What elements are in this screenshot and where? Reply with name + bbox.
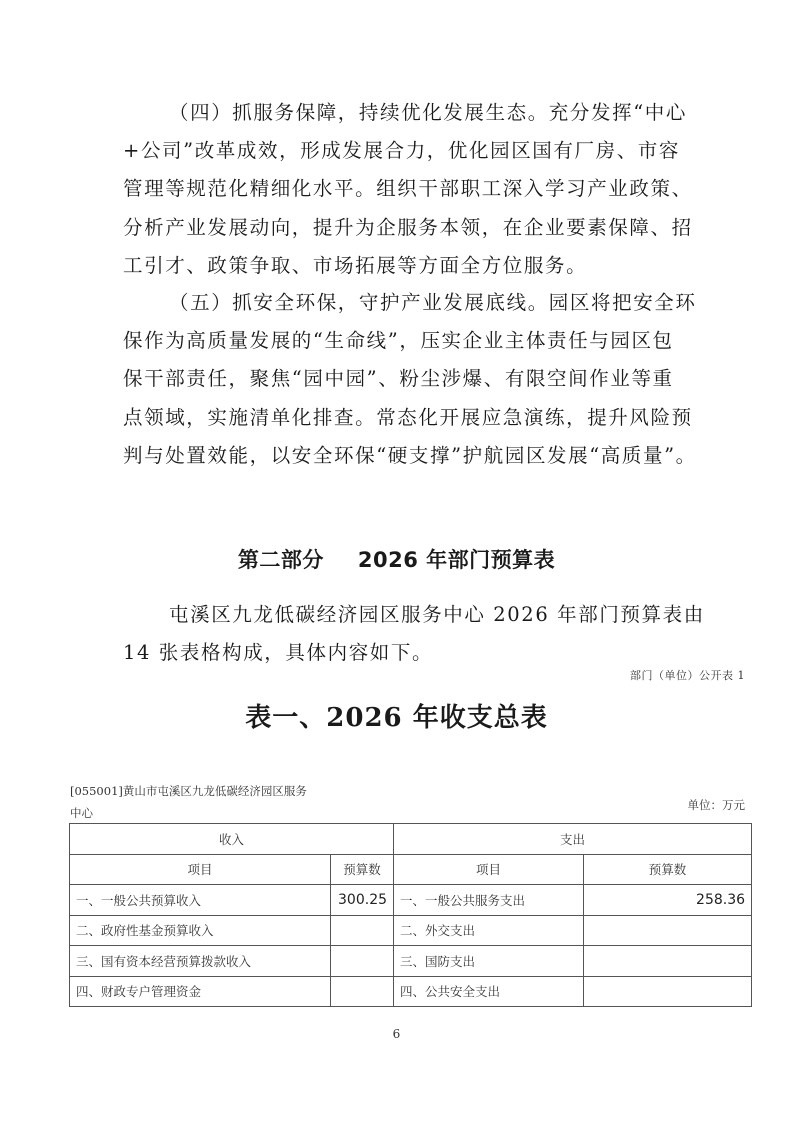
expense-amount bbox=[584, 946, 752, 977]
paragraph-line: 判与处置效能，以安全环保“硬支撑”护航园区发展“高质量”。 bbox=[123, 443, 697, 467]
table-row bbox=[70, 915, 752, 946]
paragraph-line: 分析产业发展动向，提升为企服务本领，在企业要素保障、招 bbox=[123, 215, 693, 239]
income-header: 收入 bbox=[70, 824, 394, 855]
paragraph-safety-environment bbox=[123, 284, 723, 475]
income-item: 二、政府性基金预算收入 bbox=[70, 915, 331, 946]
page-number: 6 bbox=[392, 1027, 401, 1041]
expense-item-header: 项目 bbox=[394, 854, 584, 885]
paragraph-line: 保作为高质量发展的“生命线”，压实企业主体责任与园区包 bbox=[123, 329, 674, 353]
income-amount-header: 预算数 bbox=[331, 854, 394, 885]
section-title-text: 2026 年部门预算表 bbox=[357, 548, 556, 572]
table-header-row bbox=[70, 824, 752, 855]
income-amount: 300.25 bbox=[331, 885, 394, 916]
expense-item: 一、一般公共服务支出 bbox=[394, 885, 584, 916]
income-amount bbox=[331, 915, 394, 946]
unit-label: 单位：万元 bbox=[687, 798, 745, 812]
section-part: 第二部分 bbox=[237, 548, 324, 572]
expense-amount bbox=[584, 976, 752, 1007]
organization-line: [055001]黄山市屯溪区九龙低碳经济园区服务 bbox=[70, 784, 307, 798]
paragraph-line: 屯溪区九龙低碳经济园区服务中心 2026 年部门预算表由 bbox=[169, 603, 705, 626]
table-row bbox=[70, 946, 752, 977]
table-row bbox=[70, 976, 752, 1007]
income-item: 一、一般公共预算收入 bbox=[70, 885, 331, 916]
expense-item: 四、公共安全支出 bbox=[394, 976, 584, 1007]
table-title: 表一、2026 年收支总表 bbox=[245, 703, 548, 733]
expense-header: 支出 bbox=[394, 824, 752, 855]
organization-label bbox=[70, 780, 307, 824]
paragraph-line: 点领域，实施清单化排查。常态化开展应急演练，提升风险预 bbox=[123, 405, 693, 429]
intro-paragraph bbox=[123, 596, 723, 672]
paragraph-line: 工引才、政策争取、市场拓展等方面全方位服务。 bbox=[123, 253, 588, 277]
table-row bbox=[70, 885, 752, 916]
income-item: 三、国有资本经营预算拨款收入 bbox=[70, 946, 331, 977]
expense-amount: 258.36 bbox=[584, 885, 752, 916]
section-heading bbox=[0, 544, 793, 574]
expense-item: 二、外交支出 bbox=[394, 915, 584, 946]
expense-amount-header: 预算数 bbox=[584, 854, 752, 885]
expense-item: 三、国防支出 bbox=[394, 946, 584, 977]
income-item-header: 项目 bbox=[70, 854, 331, 885]
paragraph-service-guarantee bbox=[123, 94, 723, 285]
organization-line: 中心 bbox=[70, 806, 93, 820]
paragraph-line: 保干部责任，聚焦“园中园”、粉尘涉爆、有限空间作业等重 bbox=[123, 367, 674, 391]
expense-amount bbox=[584, 915, 752, 946]
paragraph-line: （五）抓安全环保，守护产业发展底线。园区将把安全环 bbox=[169, 291, 697, 314]
paragraph-line: 管理等规范化精细化水平。组织干部职工深入学习产业政策、 bbox=[123, 177, 693, 201]
table-tag: 部门（单位）公开表 1 bbox=[630, 669, 745, 682]
paragraph-line: +公司”改革成效，形成发展合力，优化园区国有厂房、市容 bbox=[123, 139, 681, 163]
income-amount bbox=[331, 946, 394, 977]
paragraph-line: （四）抓服务保障，持续优化发展生态。充分发挥“中心 bbox=[169, 101, 687, 124]
income-item: 四、财政专户管理资金 bbox=[70, 976, 331, 1007]
table-subheader-row bbox=[70, 854, 752, 885]
income-amount bbox=[331, 976, 394, 1007]
paragraph-line: 14 张表格构成，具体内容如下。 bbox=[123, 641, 434, 665]
budget-summary-table bbox=[69, 823, 752, 1007]
